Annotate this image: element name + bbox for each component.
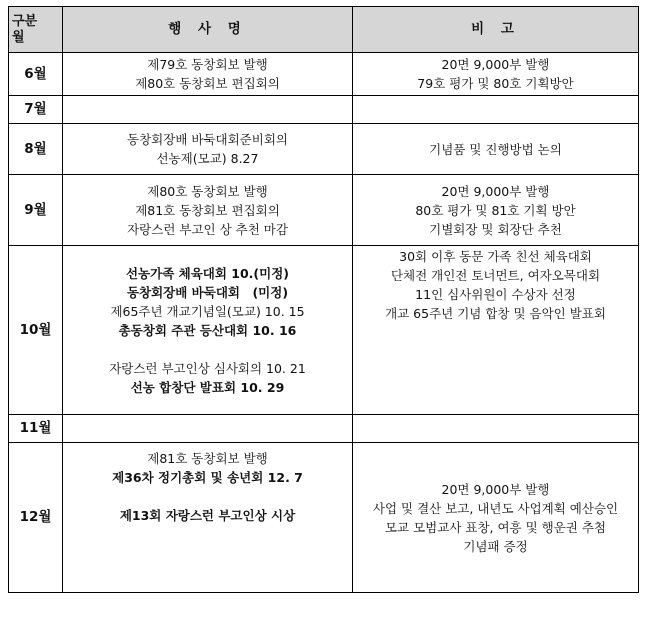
header-corner bbox=[9, 7, 63, 53]
event-line: 제81호 동창회보 편집회의 bbox=[135, 202, 280, 218]
month-cell: 10월 bbox=[9, 246, 63, 415]
event-line: 총동창회 주관 등산대회 10. 16 bbox=[118, 322, 297, 338]
notes-cell bbox=[353, 175, 639, 246]
note-line: 79호 평가 및 80호 기획방안 bbox=[417, 76, 574, 91]
notes-cell bbox=[353, 53, 639, 96]
event-line: 제36차 정기총회 및 송년회 12. 7 bbox=[112, 470, 303, 485]
note-line: 개교 65주년 기념 합창 및 음악인 발표회 bbox=[385, 306, 606, 321]
note-line: 기별회장 및 회장단 추천 bbox=[429, 221, 562, 237]
event-line: 제80호 동창회보 편집회의 bbox=[135, 76, 280, 91]
event-line: 제80호 동창회보 발행 bbox=[147, 183, 268, 199]
month-cell: 6월 bbox=[9, 53, 63, 96]
note-line: 모교 모범교사 표창, 여흥 및 행운권 추첨 bbox=[384, 519, 606, 535]
events-cell bbox=[63, 443, 353, 593]
note-line: 단체전 개인전 토너먼트, 여자오목대회 bbox=[390, 268, 601, 283]
note-line: 80호 평가 및 81호 기획 방안 bbox=[415, 202, 576, 218]
month-cell: 7월 bbox=[9, 96, 63, 124]
note-line: 20면 9,000부 발행 bbox=[441, 481, 550, 497]
header-row bbox=[9, 7, 639, 53]
notes-cell bbox=[353, 246, 639, 415]
event-line: 자랑스런 부고인 상 추천 마감 bbox=[127, 221, 288, 237]
note-line: 기념품 및 진행방법 논의 bbox=[429, 141, 562, 157]
month-cell: 11월 bbox=[9, 415, 63, 443]
event-line: 제79호 동창회보 발행 bbox=[147, 57, 268, 72]
event-line: 동창회장배 바둑대회 (미정) bbox=[126, 284, 289, 300]
event-column-header: 행 사 명 bbox=[63, 7, 353, 53]
table-row bbox=[9, 246, 639, 415]
notes-cell bbox=[353, 96, 639, 124]
event-line: 선농 합창단 발표회 10. 29 bbox=[130, 379, 285, 395]
events-cell bbox=[63, 53, 353, 96]
table-row bbox=[9, 124, 639, 175]
notes-cell bbox=[353, 124, 639, 175]
corner-top: 구분 bbox=[12, 13, 38, 29]
note-line: 30회 이후 동문 가족 친선 체육대회 bbox=[399, 249, 592, 264]
event-line: 제65주년 개교기념일(모교) 10. 15 bbox=[110, 303, 305, 319]
events-cell bbox=[63, 246, 353, 415]
month-cell: 8월 bbox=[9, 124, 63, 175]
event-line: 선농제(모교) 8.27 bbox=[156, 151, 259, 166]
events-cell bbox=[63, 175, 353, 246]
note-column-header: 비 고 bbox=[353, 7, 639, 53]
events-cell bbox=[63, 96, 353, 124]
schedule-table bbox=[8, 6, 639, 593]
table-row bbox=[9, 175, 639, 246]
table-row bbox=[9, 96, 639, 124]
events-cell bbox=[63, 415, 353, 443]
note-line: 사업 및 결산 보고, 내년도 사업계획 예산승인 bbox=[372, 500, 619, 516]
note-line: 20면 9,000부 발행 bbox=[441, 57, 550, 72]
note-line: 11인 심사위원이 수상자 선정 bbox=[415, 287, 576, 302]
events-cell bbox=[63, 124, 353, 175]
notes-cell bbox=[353, 443, 639, 593]
note-line: 기념패 증정 bbox=[463, 538, 528, 554]
event-line: 제81호 동창회보 발행 bbox=[147, 451, 268, 466]
spacer bbox=[67, 340, 348, 359]
event-line: 선농가족 체육대회 10.(미정) bbox=[125, 265, 290, 281]
event-line: 동창회장배 바둑대회준비회의 bbox=[127, 132, 288, 147]
event-line: 자랑스런 부고인상 심사회의 10. 21 bbox=[109, 360, 306, 376]
note-line: 20면 9,000부 발행 bbox=[441, 183, 550, 199]
table-row bbox=[9, 415, 639, 443]
month-cell: 9월 bbox=[9, 175, 63, 246]
month-cell: 12월 bbox=[9, 443, 63, 593]
table-row bbox=[9, 443, 639, 593]
event-line: 제13회 자랑스런 부고인상 시상 bbox=[119, 508, 296, 523]
spacer bbox=[67, 487, 348, 506]
table-row bbox=[9, 53, 639, 96]
corner-bottom: 월 bbox=[12, 29, 25, 45]
notes-cell bbox=[353, 415, 639, 443]
